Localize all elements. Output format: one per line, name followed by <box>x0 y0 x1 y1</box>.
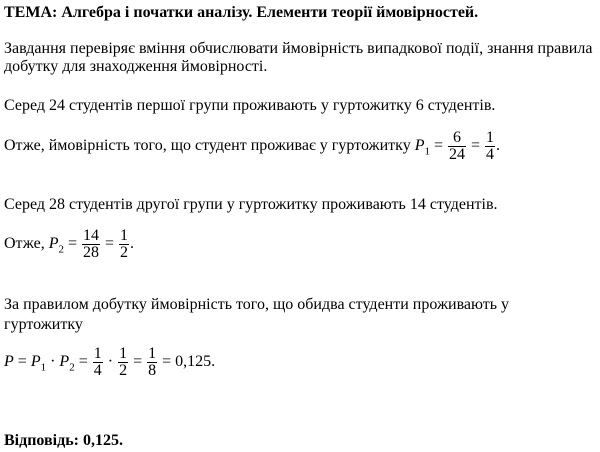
product-p1-sub: 1 <box>40 361 47 374</box>
fraction-14-28: $\frac{14}{28}$ <box>83 227 99 261</box>
fraction-b: $\frac{1}{2}$ <box>119 345 128 379</box>
topic-title: ТЕМА: Алгебра і початки аналізу. Елементи теорії ймовірностей. <box>4 4 479 21</box>
product-p1: P <box>30 353 41 371</box>
rule-line-2: гуртожитку <box>4 316 83 333</box>
final-answer: Відповідь: 0,125. <box>4 432 123 449</box>
task-description: Завдання перевіряє вміння обчислювати ймовірність випадкової події, знання правила добутку для знаходження ймовірності. <box>4 40 593 75</box>
fraction-1-4: $\frac{1}{4}$ <box>486 129 495 163</box>
p1-subscript: 1 <box>424 145 430 158</box>
p1-symbol: P <box>414 137 425 155</box>
fraction-a: $\frac{1}{4}$ <box>93 345 102 379</box>
p2-symbol: P <box>48 235 59 253</box>
p2-subscript: 2 <box>58 243 64 256</box>
fraction-c: $\frac{1}{8}$ <box>148 345 157 379</box>
group2-prob-prefix: Отже, <box>4 235 45 253</box>
product-p2: P <box>59 353 70 371</box>
group1-probability: Отже, ймовірність того, що студент проживає у гуртожитку $P_1$ = $\frac{6}{24}$ = $\frac{1}{4}$ . <box>4 129 501 163</box>
product-p2-sub: 2 <box>69 361 75 374</box>
group2-probability: Отже, $P_2$ = $\frac{14}{28}$ = $\frac{1}{2}$ . <box>4 227 135 261</box>
p-symbol: P <box>4 353 14 371</box>
group1-prob-prefix: Отже, ймовірність того, що студент проживає у гуртожитку <box>4 137 411 155</box>
product-result: 0,125 <box>175 353 212 371</box>
fraction-1-2: $\frac{1}{2}$ <box>120 227 129 261</box>
group1-statement: Серед 24 студентів першої групи проживають у гуртожитку 6 студентів. <box>4 97 496 114</box>
fraction-6-24: $\frac{6}{24}$ <box>449 129 466 163</box>
group2-statement: Серед 28 студентів другої групи у гуртожитку проживають 14 студентів. <box>4 196 498 213</box>
product-formula: $P = P_1 \cdot P_2$ = $\frac{1}{4}$ · $\frac{1}{2}$ = $\frac{1}{8}$ = 0,125. <box>4 345 216 379</box>
rule-line-1: За правилом добутку ймовірність того, що обидва студенти проживають у <box>4 296 510 313</box>
